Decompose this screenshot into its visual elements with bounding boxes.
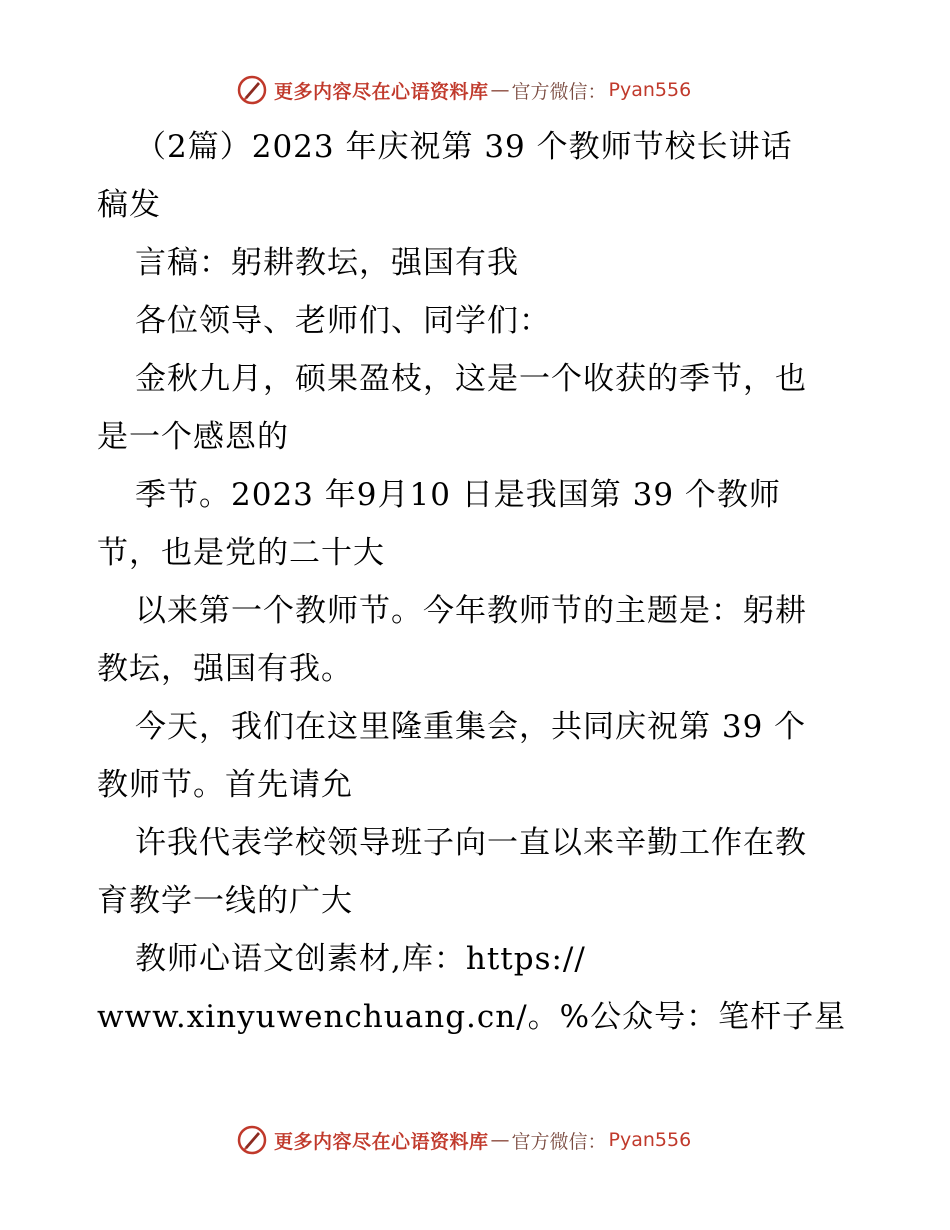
banner-dash: —	[490, 79, 510, 101]
paragraph-line: 是一个感恩的	[97, 419, 289, 455]
paragraph-line: 季节。2023 年9月10 日是我国第 39 个教师	[135, 477, 781, 513]
quill-pen-logo-icon	[236, 74, 268, 106]
banner-wechat-label: 官方微信：	[511, 1130, 607, 1153]
banner-wechat-id: Pyan556	[608, 1129, 692, 1151]
paragraph-line: 今天，我们在这里隆重集会，共同庆祝第 39 个	[135, 709, 807, 745]
document-body	[97, 118, 877, 1046]
quill-pen-logo-icon	[236, 1124, 268, 1156]
paragraph-line: 教师节。首先请允	[97, 767, 353, 803]
paragraph-line: 育教学一线的广大	[97, 883, 353, 919]
paragraph-line: 教坛，强国有我。	[97, 651, 353, 687]
header-banner	[236, 72, 756, 108]
paragraph-line: www.xinyuwenchuang.cn/。%公众号：笔杆子星	[97, 999, 847, 1035]
salutation-line: 各位领导、老师们、同学们：	[135, 303, 551, 339]
paragraph-line: 许我代表学校领导班子向一直以来辛勤工作在教	[135, 825, 807, 861]
title-line-2: 稿发	[97, 187, 161, 223]
paragraph-line: 教师心语文创素材,库：https://	[135, 941, 586, 977]
paragraph-line: 节，也是党的二十大	[97, 535, 385, 571]
banner-wechat-id: Pyan556	[608, 79, 692, 101]
title-line-1: （2篇）2023 年庆祝第 39 个教师节校长讲话	[135, 129, 793, 165]
paragraph-line: 金秋九月，硕果盈枝，这是一个收获的季节，也	[135, 361, 807, 397]
subtitle-line: 言稿：躬耕教坛，强国有我	[135, 245, 519, 281]
banner-dash: —	[490, 1129, 510, 1151]
footer-banner	[236, 1122, 756, 1158]
paragraph-line: 以来第一个教师节。今年教师节的主题是：躬耕	[135, 593, 807, 629]
banner-wechat-label: 官方微信：	[511, 80, 607, 103]
banner-slogan: 更多内容尽在心语资料库	[274, 1130, 489, 1153]
banner-slogan: 更多内容尽在心语资料库	[274, 80, 489, 103]
